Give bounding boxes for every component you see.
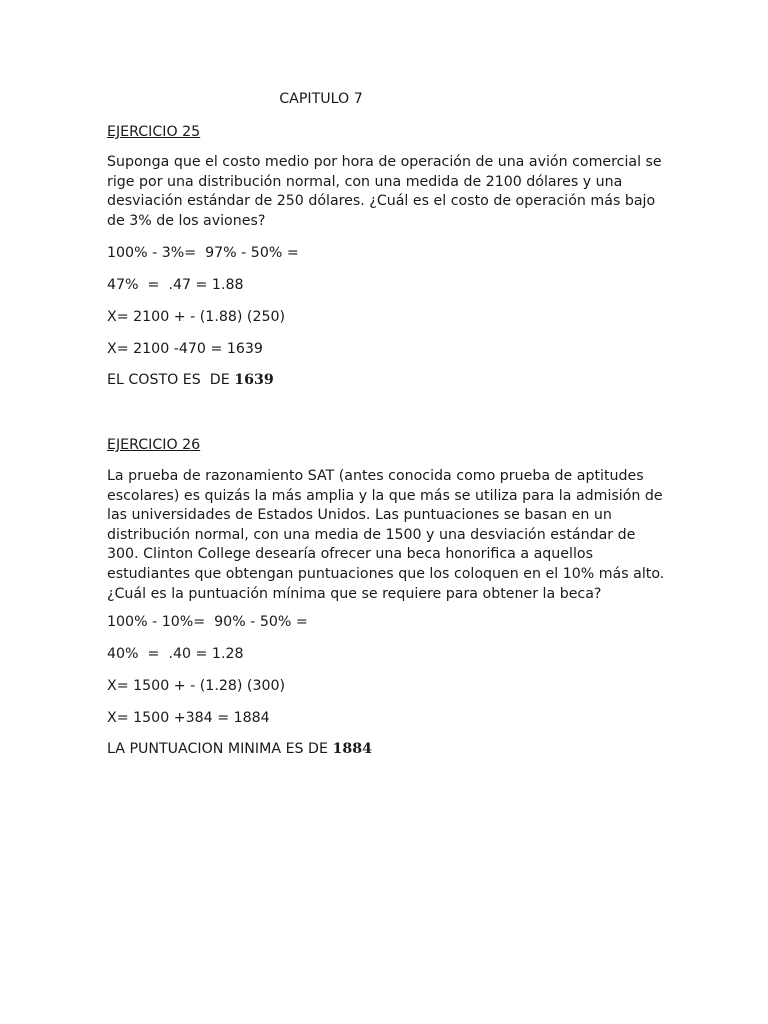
chapter-title: CAPITULO 7: [279, 91, 363, 107]
exercise-26-step-2: 40% = .40 = 1.28: [107, 646, 244, 662]
exercise-26-answer-value: 1884: [332, 741, 372, 757]
exercise-26-problem: La prueba de razonamiento SAT (antes conocida como prueba de aptitudes escolares) es quizás la más amplia y la que más se utiliza para la admisión de las universidades de Estados Unidos. Las puntuaciones se basan en un distribución normal, con una media de 1500 y una desviación estándar de 300. Clinton College desearía ofrecer una beca honorifica a aquellos estudiantes que obtengan puntuaciones que los coloquen en el 10% más alto. ¿Cuál es la puntuación mínima que se requiere para obtener la beca?: [107, 468, 665, 602]
exercise-26-answer-label: LA PUNTUACION MINIMA ES DE: [107, 741, 333, 757]
exercise-25-heading: EJERCICIO 25: [107, 124, 201, 140]
exercise-26-answer: [107, 740, 372, 760]
exercise-25-step-3: X= 2100 + - (1.88) (250): [107, 309, 286, 325]
exercise-25-step-1: 100% - 3%= 97% - 50% =: [107, 245, 299, 261]
exercise-25-problem: Suponga que el costo medio por hora de operación de una avión comercial se rige por una distribución normal, con una medida de 2100 dólares y una desviación estándar de 250 dólares. ¿Cuál es el costo de operación más bajo de 3% de los aviones?: [107, 154, 662, 229]
exercise-25-answer: [107, 371, 274, 391]
exercise-25-step-4: X= 2100 -470 = 1639: [107, 341, 263, 357]
exercise-25-step-2: 47% = .47 = 1.88: [107, 277, 244, 293]
exercise-26-heading: EJERCICIO 26: [107, 437, 201, 453]
exercise-26-step-4: X= 1500 +384 = 1884: [107, 710, 270, 726]
exercise-26-step-3: X= 1500 + - (1.28) (300): [107, 678, 286, 694]
exercise-26-step-1: 100% - 10%= 90% - 50% =: [107, 614, 308, 630]
exercise-25-answer-value: 1639: [234, 372, 274, 388]
exercise-25-answer-label: EL COSTO ES DE: [107, 372, 235, 388]
